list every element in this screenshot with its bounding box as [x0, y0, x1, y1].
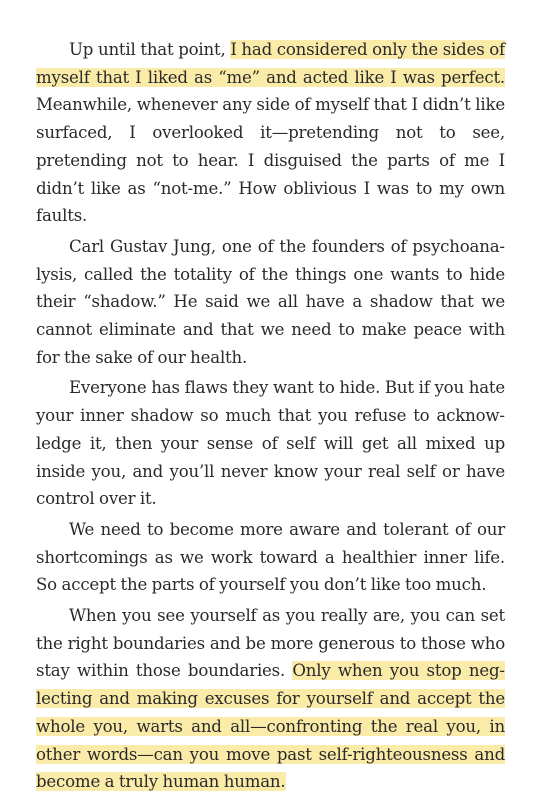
paragraph-3	[36, 374, 505, 513]
paragraph-1-text-before: Up until that point,	[69, 40, 231, 59]
paragraph-5-text-before: When you see yourself as you really are, you can set the right boundaries and be more generous to those who stay within those boundaries.	[36, 606, 505, 681]
paragraph-1-highlight[interactable]: I had considered only the sides of myself that I liked as “me” and acted like I was perfect.	[36, 40, 505, 87]
paragraph-4-text: We need to become more aware and tolerant of our shortcomings as we work toward a healthier inner life. So accept the parts of yourself you don’t like too much.	[36, 519, 505, 595]
paragraph-4	[36, 516, 505, 599]
paragraph-5	[36, 602, 505, 796]
paragraph-2	[36, 233, 505, 372]
paragraph-1-text-after: Meanwhile, whenever any side of myself that I didn’t like surfaced, I overlooked it—pretending not to see, pretending not to hear. I disguised the parts of me I didn’t like as “not-me.” How oblivious I was to my own faults.	[36, 95, 505, 226]
paragraph-1	[36, 36, 505, 230]
paragraph-3-text: Everyone has flaws they want to hide. But if you hate your inner shadow so much that you refuse to acknowledge it, then your sense of self will get all mixed up inside you, and you’ll never know your real self or have control over it.	[36, 378, 505, 509]
paragraph-2-text: Carl Gustav Jung, one of the founders of psychoanalysis, called the totality of the things one wants to hide their “shadow.” He said we all have a shadow that we cannot eliminate and that we need to make peace with for the sake of our health.	[36, 236, 505, 367]
paragraph-5-highlight[interactable]: Only when you stop neglecting and making excuses for yourself and accept the whole you, warts and all—confronting the real you, in other words—can you move past self-righteousness and become a truly human human.	[36, 661, 505, 792]
